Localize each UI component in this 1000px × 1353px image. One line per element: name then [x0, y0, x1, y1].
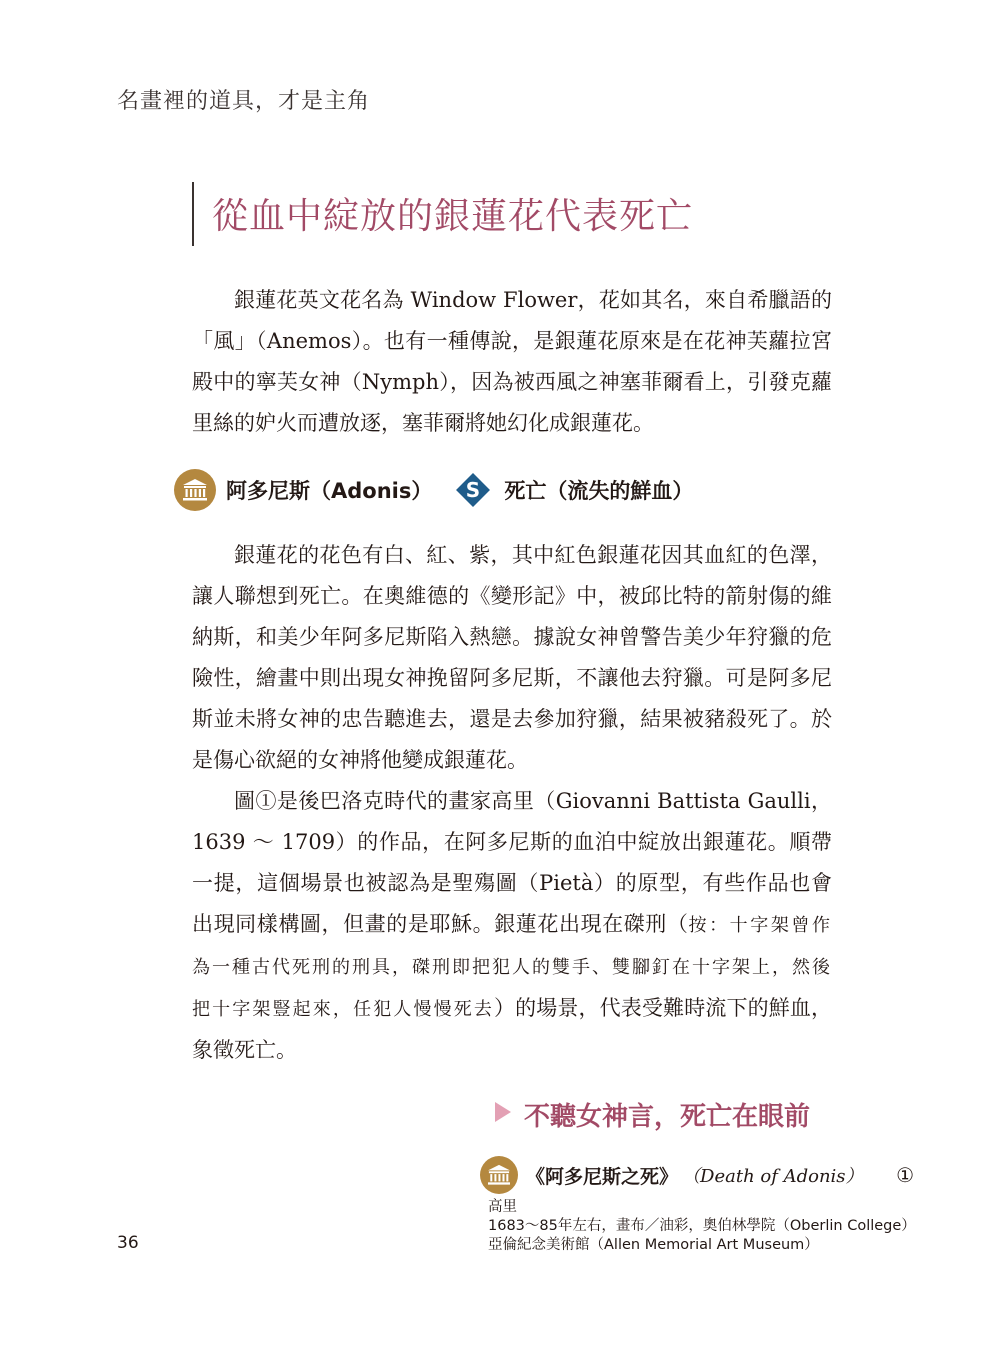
- caption-title: [480, 1155, 914, 1195]
- symbol-tag-label: 死亡（流失的鮮血）: [504, 479, 694, 503]
- symbol-diamond-icon: [454, 471, 492, 509]
- section-title: 從血中綻放的銀蓮花代表死亡: [212, 196, 694, 237]
- figure-number: ①: [896, 1163, 914, 1187]
- artwork-title: 《阿多尼斯之死》: [526, 1165, 679, 1188]
- title-rule: [192, 182, 194, 246]
- running-head: 名畫裡的道具，才是主角: [117, 89, 371, 114]
- paragraph-1: 銀蓮花英文花名為 Window Flower，花如其名，來自希臘語的「風」（Anemos）。也有一種傳說，是銀蓮花原來是在花神芙蘿拉宮殿中的寧芙女神（Nymph），因為被西風之神塞菲爾看上，引發克蘿里絲的妒火而遭放逐，塞菲爾將她幻化成銀蓮花。: [192, 288, 832, 435]
- sub-heading: [494, 1096, 810, 1133]
- paragraph-3: [192, 781, 832, 1071]
- artwork-title-en: （Death of Adonis）: [682, 1166, 864, 1187]
- paragraph-3-annotation: 按：十字架曾作為一種古代死刑的刑具，磔刑即把犯人的雙手、雙腳釘在十字架上，然後把十字架豎起來，任犯人慢慢死去: [192, 915, 833, 1020]
- tag-row: [174, 468, 693, 512]
- caption-medium: 1683～85年左右，畫布／油彩，奧伯林學院（Oberlin College）: [488, 1218, 916, 1234]
- sub-heading-text: 不聽女神言，死亡在眼前: [524, 1102, 811, 1132]
- paragraph-2: 銀蓮花的花色有白、紅、紫，其中紅色銀蓮花因其血紅的色澤，讓人聯想到死亡。在奧維德的《變形記》中，被邱比特的箭射傷的維納斯，和美少年阿多尼斯陷入熱戀。據說女神曾警告美少年狩獵的危險性，繪畫中則出現女神挽留阿多尼斯，不讓他去狩獵。可是阿多尼斯並未將女神的忠告聽進去，還是去參加狩獵，結果被豬殺死了。於是傷心欲絕的女神將他變成銀蓮花。: [192, 543, 832, 772]
- caption-museum: 亞倫紀念美術館（Allen Memorial Art Museum）: [488, 1237, 819, 1253]
- caption-temple-icon: [480, 1156, 518, 1194]
- caption-details: [488, 1198, 916, 1255]
- caption-artist: 高里: [488, 1199, 517, 1215]
- paragraph-3-text-end: ）的場景，代表受難時流下的鮮血，象徵死亡。: [192, 996, 832, 1062]
- play-arrow-icon: [494, 1100, 512, 1130]
- paragraph-3-text: 圖①是後巴洛克時代的畫家高里（Giovanni Battista Gaulli，1639 ～ 1709）的作品，在阿多尼斯的血泊中綻放出銀蓮花。順帶一提，這個場景也被認為是聖殤圖（Pietà）的原型，有些作品也會出現同樣構圖，但畫的是耶穌。銀蓮花出現在磔刑（: [192, 789, 832, 936]
- page-number: 36: [117, 1233, 139, 1253]
- symbol-letter: S: [466, 478, 481, 502]
- temple-icon: [174, 469, 216, 511]
- myth-tag-label: 阿多尼斯（Adonis）: [226, 479, 433, 503]
